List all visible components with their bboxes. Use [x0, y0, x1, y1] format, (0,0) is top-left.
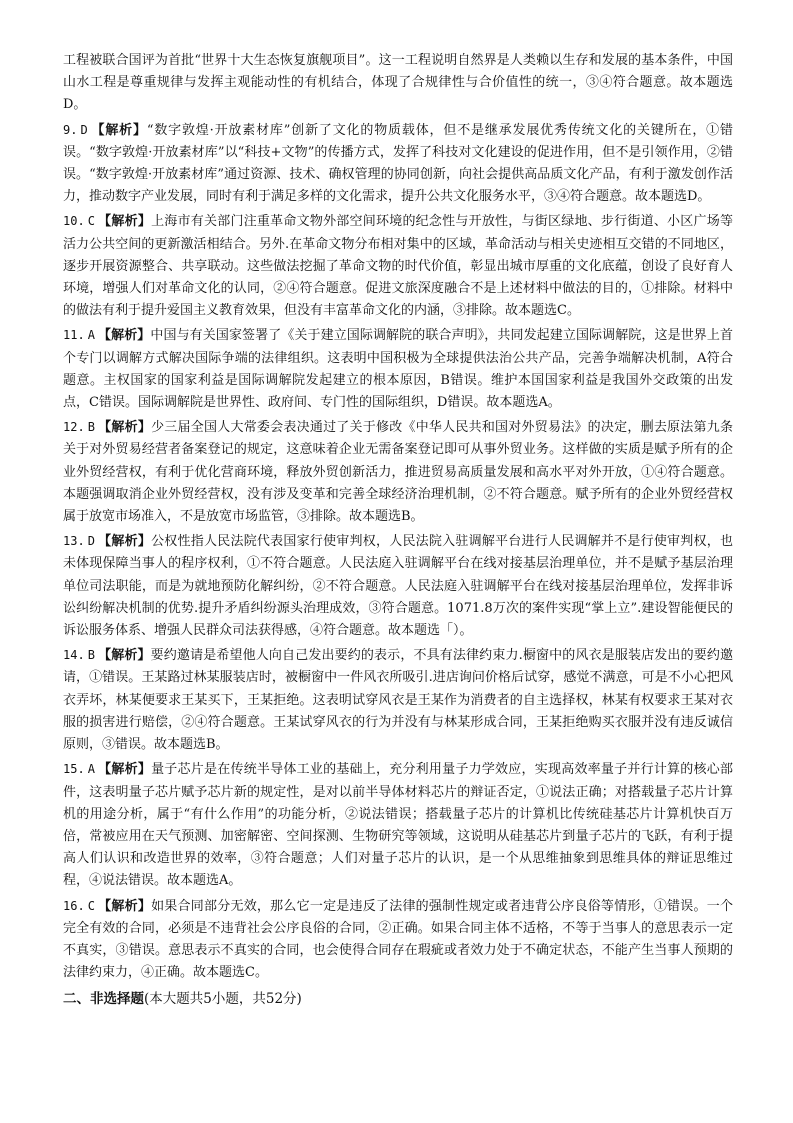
- answer-item: [63, 758, 733, 892]
- analysis-tag: 【解析】: [97, 898, 152, 914]
- answer-item: [63, 895, 733, 985]
- answer-item: [63, 530, 733, 642]
- document-page: [63, 50, 733, 1011]
- question-number: 16.: [63, 898, 85, 913]
- answer-letter: B: [87, 420, 95, 435]
- analysis-text: “数字敦煌·开放素材库”创新了文化的物质载体，但不是继承发展优秀传统文化的关键所在，①错误。“数字敦煌·开放素材库”以“科技+文物”的传播方式，发挥了科技对文化建设的促进作用，但不是引领作用，②错误。“数字敦煌·开放素材库”通过资源、技术、确权管理的协同创新，向社会提供高品质文化产品，有利于激发创作活力，推动数字产业发展，同时有利于满足多样的文化需求，提升公共文化服务水平，③④符合题意。故本题选D。: [63, 122, 733, 205]
- answer-item: [63, 416, 733, 528]
- answer-letter: C: [87, 898, 95, 913]
- section-title: 二、非选择题: [63, 991, 144, 1008]
- section-heading: [63, 987, 733, 1011]
- answer-item: [63, 324, 733, 414]
- question-number: 13.: [63, 534, 85, 549]
- answer-letter: D: [87, 534, 95, 549]
- question-number: 9.: [63, 122, 78, 137]
- analysis-text: 要约邀请是希望他人向自己发出要约的表示，不具有法律约束力.橱窗中的风衣是服装店发出的要约邀请，①错误。王某路过林某服装店时，被橱窗中一件风衣所吸引.进店询问价格后试穿，感觉不满意，可是不小心把风衣弄坏，林某便要求王某买下，王某拒绝。这表明试穿风衣是王某作为消费者的自主选择权，林某有权要求王某对衣服的损害进行赔偿，②④符合题意。王某试穿风衣的行为并没有与林某形成合同，王某拒绝购买衣服并没有违反诚信原则，③错误。故本题选B。: [63, 648, 733, 753]
- analysis-text: 中国与有关国家签署了《关于建立国际调解院的联合声明》，共同发起建立国际调解院，这是世界上首个专门以调解方式解决国际争端的法律组织。这表明中国积极为全球提供法治公共产品，完善争端解决机制，A符合题意。主权国家的国家利益是国际调解院发起建立的根本原因，B错误。维护本国国家利益是我国外交政策的出发点，C错误。国际调解院是世界性、政府间、专门性的国际组织，D错误。故本题选A。: [63, 328, 733, 411]
- question-number: 14.: [63, 648, 85, 663]
- analysis-tag: 【解析】: [97, 214, 152, 230]
- analysis-text: 公权性指人民法院代表国家行使审判权，人民法院入驻调解平台进行人民调解并不是行使审判权，也未体现保障当事人的程序权利，①不符合题意。人民法庭入驻调解平台在线对接基层治理单位，并不是赋予基层治理单位司法职能，而是为就地预防化解纠纷，②不符合题意。人民法庭入驻调解平台在线对接基层治理单位，发挥非诉讼纠纷解决机制的优势.提升矛盾纠纷源头治理成效，③符合题意。1071.8万次的案件实现“掌上立”.建设智能便民的诉讼服务体系、增强人民群众司法获得感，④符合题意。故本题选「）。: [63, 534, 733, 639]
- analysis-text: 如果合同部分无效，那么它一定是违反了法律的强制性规定或者违背公序良俗等情形，①错误。一个完全有效的合同，必须是不违背社会公序良俗的合同，②正确。如果合同主体不适格，不等于当事人的意思表示一定不真实，③错误。意思表示不真实的合同，也会使得合同存在瑕疵或者效力处于不确定状态，不能产生当事人预期的法律约束力，④正确。故本题选C。: [63, 898, 733, 981]
- answer-letter: A: [87, 328, 95, 343]
- question-number: 12.: [63, 420, 85, 435]
- answer-letter: C: [87, 214, 95, 229]
- answer-letter: D: [80, 122, 88, 137]
- analysis-tag: 【解析】: [97, 328, 151, 344]
- analysis-text: 少三届全国人大常委会表决通过了关于修改《中华人民共和国对外贸易法》的决定，删去原法第九条关于对外贸易经营者备案登记的规定，这意味着企业无需备案登记即可从事外贸业务。这样做的实质是赋予所有的企业外贸经营权，有利于优化营商环境，释放外贸创新活力，推进贸易高质量发展和高水平对外开放，①④符合题意。本题强调取消企业外贸经营权，没有涉及变革和完善全球经济治理机制，②不符合题意。赋予所有的企业外贸经营权属于放宽市场准入，不是放宽市场监管，③排除。故本题选B。: [63, 420, 733, 525]
- analysis-text: 上海市有关部门注重革命文物外部空间环境的纪念性与开放性，与街区绿地、步行街道、小区广场等活力公共空间的更新激活相结合。另外.在革命文物分布相对集中的区域，革命活动与相关史迹相互交错的不同地区，逐步开展资源整合、共享联动。这些做法挖掘了革命文物的时代价值，彰显出城市厚重的文化底蕴，创设了良好育人环境，增强人们对革命文化的认同，②④符合题意。促进文旅深度融合不是上述材料中做法的目的，①排除。材料中的做法有利于提升爱国主义教育效果，但没有丰富革命文化的内涵，③排除。故本题选C。: [63, 214, 733, 319]
- question-number: 15.: [63, 762, 85, 777]
- analysis-tag: 【解析】: [97, 648, 151, 664]
- analysis-tag: 【解析】: [90, 122, 147, 138]
- answer-item: [63, 210, 733, 322]
- analysis-tag: 【解析】: [97, 762, 152, 778]
- answer-item: [63, 644, 733, 756]
- answer-list: [63, 119, 733, 985]
- answer-item: [63, 119, 733, 209]
- answer-letter: B: [87, 648, 95, 663]
- analysis-tag: 【解析】: [97, 534, 152, 550]
- section-note: (本大题共5小题，共52分): [144, 991, 302, 1008]
- question-number: 11.: [63, 328, 85, 343]
- analysis-tag: 【解析】: [97, 420, 152, 436]
- answer-letter: A: [87, 762, 95, 777]
- question-number: 10.: [63, 214, 85, 229]
- intro-paragraph: 工程被联合国评为首批“世界十大生态恢复旗舰项目”。这一工程说明自然界是人类赖以生存和发展的基本条件，中国山水工程是尊重规律与发挥主观能动性的有机结合，体现了合规律性与合价值性的统一，③④符合题意。故本题选D。: [63, 53, 733, 113]
- analysis-text: 量子芯片是在传统半导体工业的基础上，充分利用量子力学效应，实现高效率量子并行计算的核心部件，这表明量子芯片赋予芯片新的规定性，是对以前半导体材料芯片的辩证否定，①说法正确；对搭载量子芯片计算机的用途分析，属于“有什么作用”的功能分析，②说法错误；搭载量子芯片的计算机比传统硅基芯片计算机快百万倍，常被应用在天气预测、加密解密、空间探测、生物研究等领域，这说明从硅基芯片到量子芯片的飞跃，有利于提高人们认识和改造世界的效率，③符合题意；人们对量子芯片的认识，是一个从思维抽象到思维具体的辩证思维过程，④说法错误。故本题选A。: [63, 762, 733, 889]
